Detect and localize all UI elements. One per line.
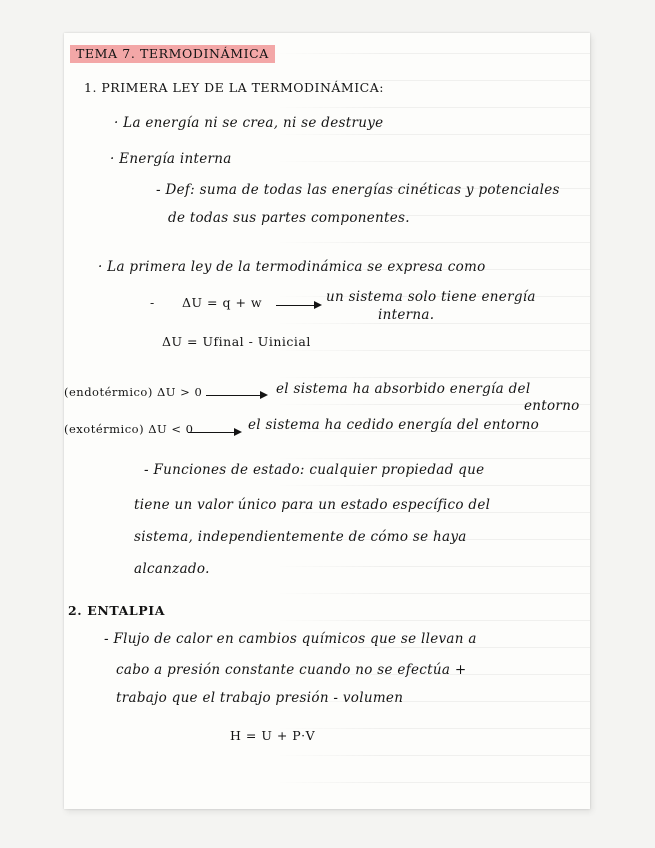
- enthalpy-line-2: cabo a presión constante cuando no se efectúa +: [116, 662, 467, 678]
- section-2-heading: 2. ENTALPIA: [68, 603, 166, 618]
- equation-note-line-2: interna.: [378, 307, 435, 323]
- equation-note-line-1: un sistema solo tiene energía: [326, 289, 536, 305]
- equation-dash: -: [150, 295, 155, 310]
- page-title: TEMA 7. TERMODINÁMICA: [70, 45, 275, 63]
- first-law-equation: ΔU = q + w: [182, 295, 263, 310]
- notebook-page: [64, 33, 590, 809]
- bullet-energy-conservation: · La energía ni se crea, ni se destruye: [114, 115, 384, 131]
- enthalpy-formula: H = U + P·V: [230, 728, 316, 743]
- arrow-right-icon: [188, 432, 240, 433]
- state-functions-line-4: alcanzado.: [134, 561, 210, 577]
- enthalpy-line-3: trabajo que el trabajo presión - volumen: [116, 690, 404, 706]
- exothermic-text: el sistema ha cedido energía del entorno: [248, 417, 540, 433]
- section-1-heading: 1. PRIMERA LEY DE LA TERMODINÁMICA:: [84, 80, 384, 95]
- enthalpy-line-1: - Flujo de calor en cambios químicos que se llevan a: [104, 631, 477, 647]
- delta-u-equation: ΔU = Ufinal - Uinicial: [162, 334, 311, 349]
- state-functions-line-2: tiene un valor único para un estado específico del: [134, 497, 491, 513]
- exothermic-label: (exotérmico) ΔU < 0: [64, 422, 194, 436]
- definition-line-2: de todas sus partes componentes.: [168, 210, 410, 226]
- state-functions-line-1: - Funciones de estado: cualquier propiedad que: [144, 462, 485, 478]
- bullet-internal-energy: · Energía interna: [110, 151, 232, 167]
- arrow-right-icon: [206, 395, 266, 396]
- endothermic-text-line-2: entorno: [524, 398, 580, 414]
- state-functions-line-3: sistema, independientemente de cómo se haya: [134, 529, 467, 545]
- definition-line-1: - Def: suma de todas las energías cinéticas y potenciales: [156, 182, 560, 198]
- endothermic-text-line-1: el sistema ha absorbido energía del: [276, 381, 531, 397]
- endothermic-label: (endotérmico) ΔU > 0: [64, 385, 203, 399]
- arrow-right-icon: [276, 305, 320, 306]
- first-law-intro: · La primera ley de la termodinámica se expresa como: [98, 259, 486, 275]
